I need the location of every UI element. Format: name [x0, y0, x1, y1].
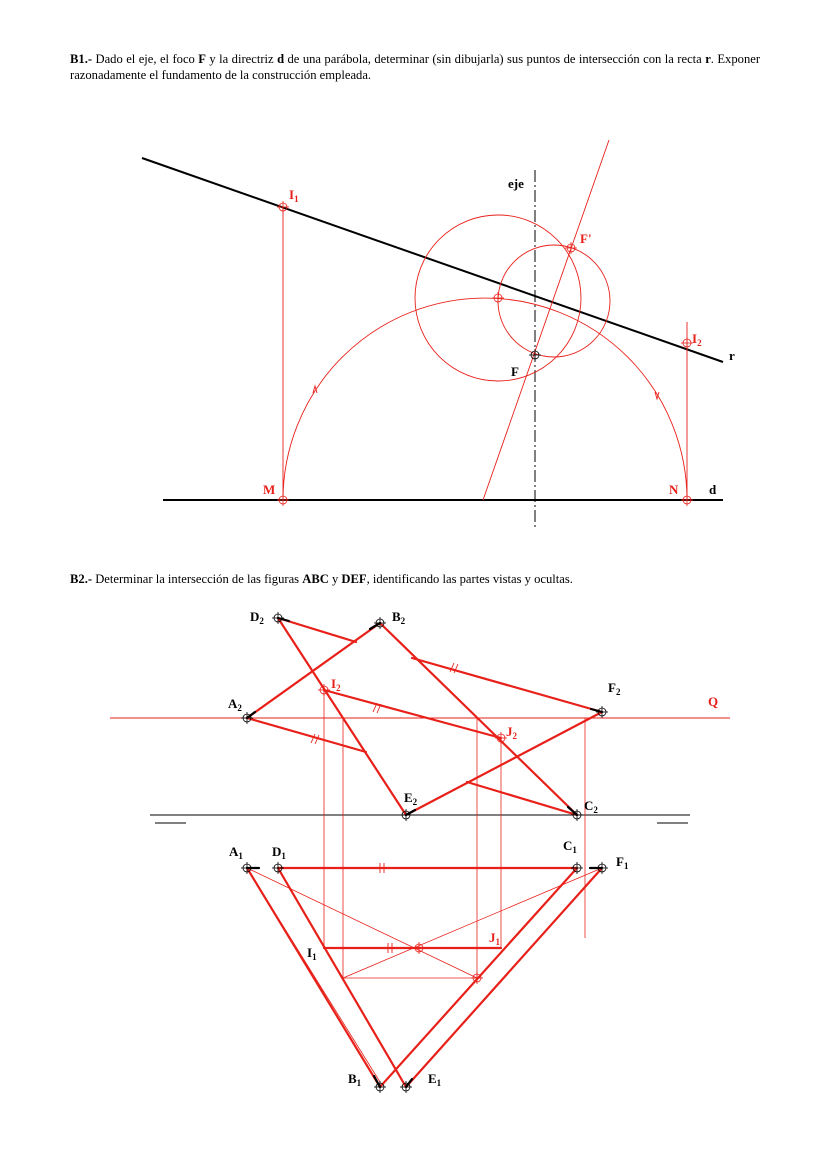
label-d1: $D_1$ — [272, 844, 286, 861]
label-b2: $B_2$ — [392, 609, 406, 626]
label-q: Q — [708, 694, 719, 709]
point-d1-marker — [272, 862, 284, 874]
edge-a1-b1 — [247, 868, 380, 1087]
point-f2-marker — [596, 706, 608, 718]
label-c1: $C_1$ — [563, 838, 577, 855]
edge-a2-c2-visible — [247, 718, 366, 752]
tick-f2 — [591, 709, 602, 712]
point-e2-marker — [400, 809, 412, 821]
b2-text-1: Determinar la intersección de las figuras — [95, 572, 303, 586]
label-i2: $I_2$ — [331, 676, 341, 693]
label-f: F — [511, 364, 519, 379]
b2-text-2: y — [328, 572, 342, 586]
point-n-marker — [681, 494, 693, 506]
label-d: d — [709, 482, 717, 497]
b1-text-directrix: d — [277, 52, 285, 66]
point-m-marker — [277, 494, 289, 506]
label-i1: $I_1$ — [289, 187, 299, 204]
tick-e2 — [406, 810, 415, 815]
arc-arrow-right — [655, 392, 659, 399]
edge-a2-b2 — [247, 623, 380, 718]
label-f1: $F_1$ — [616, 854, 629, 871]
problem-b1-code: B1.- — [70, 52, 93, 66]
auxiliary-circle-small — [498, 245, 610, 357]
label-d2: $D_2$ — [250, 609, 264, 626]
label-e1: $E_1$ — [428, 1071, 442, 1088]
b1-text-4: . Exponer razonadamente el fundamento de la construcción empleada. — [70, 52, 761, 82]
point-d2-marker — [272, 612, 284, 624]
edge-d2-e2 — [278, 618, 406, 815]
label-m: M — [263, 482, 276, 497]
label-f-prime: F' — [580, 231, 592, 246]
point-i1-marker — [277, 201, 289, 213]
point-tangent-marker — [492, 292, 504, 304]
edge-d2-f2-b — [412, 658, 602, 712]
b1-text-focus: F — [198, 52, 206, 66]
tick-b2 — [370, 623, 380, 629]
focus-symmetric-line — [483, 140, 609, 500]
point-a1-marker — [241, 862, 253, 874]
b1-text-2: y la directriz — [206, 52, 278, 66]
label-a2: $A_2$ — [228, 696, 242, 713]
problem-b2-code: B2.- — [70, 572, 93, 586]
edge-e2-f2 — [406, 712, 602, 815]
label-c2: $C_2$ — [584, 798, 598, 815]
b2-text-abc: ABC — [302, 572, 329, 586]
edge-f1-e1 — [406, 868, 602, 1087]
label-i2: $I_2$ — [692, 331, 702, 348]
b1-text-1: Dado el eje, el foco — [95, 52, 199, 66]
label-i1: $I_1$ — [307, 945, 317, 962]
label-f2: $F_2$ — [608, 680, 621, 697]
label-eje: eje — [508, 176, 524, 191]
label-r: r — [729, 348, 735, 363]
edge-d1-e1 — [278, 868, 406, 1087]
label-n: N — [669, 482, 679, 497]
b2-text-3: , identificando las partes vistas y ocultas. — [366, 572, 573, 586]
label-a1: $A_1$ — [229, 844, 243, 861]
b1-text-line: r — [705, 52, 711, 66]
point-f-marker — [529, 349, 541, 361]
edge-c1-b1 — [380, 868, 577, 1087]
label-e2: $E_2$ — [404, 790, 418, 807]
arc-arrow-left — [313, 386, 317, 393]
b1-diagram — [142, 140, 735, 530]
label-j2: $J_2$ — [506, 724, 517, 741]
label-j1: $J_1$ — [489, 930, 500, 947]
b2-diagram — [110, 609, 730, 1093]
label-b1: $B_1$ — [348, 1071, 362, 1088]
b2-text-def: DEF — [341, 572, 367, 586]
b1-text-3: de una parábola, determinar (sin dibujarla) sus puntos de intersección con la recta — [284, 52, 706, 66]
line-r — [142, 158, 723, 362]
